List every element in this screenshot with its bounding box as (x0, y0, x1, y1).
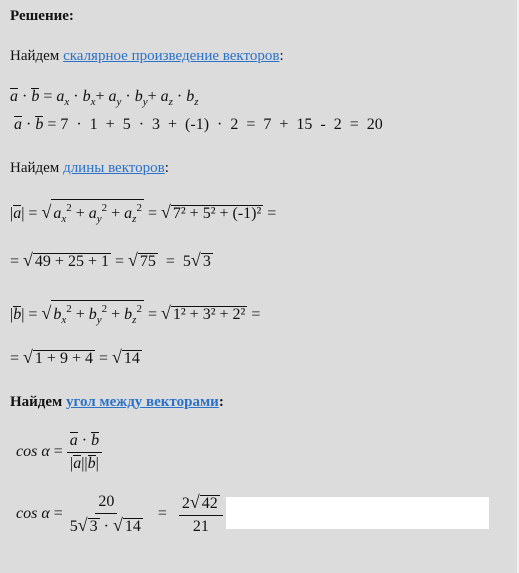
cos-numeric-fraction: $\frac{20}{5√ 3 \cdot √ 14}$ (69, 493, 141, 535)
solution-heading: Решение: (10, 8, 74, 24)
length-b-formula: |b| = √ $b_x^2 + b_y^2 + b_z^2$ = √ 1² + 3² + 2² = (10, 300, 260, 328)
cos-fraction: $\frac{a \cdot b}{|a||b|}$ (67, 432, 102, 473)
dot-product-numeric: a · b = 7 · 1 + 5 · 3 + (-1) · 2 = 7 + 15 - 2 = 20 (14, 116, 383, 133)
step3-suffix: : (218, 394, 224, 410)
length-a-result: = √ 49 + 25 + 1 = √ 75 = 5√ 3 (10, 250, 211, 270)
length-b-root: 14 (123, 350, 140, 367)
length-a-expansion: 7² + 5² + (-1)² (172, 205, 262, 222)
step1-line (10, 48, 284, 65)
step2-line (10, 160, 169, 177)
step2-prefix: Найдем (10, 160, 64, 176)
den-root1: 3 (89, 518, 98, 535)
result-denominator: 21 (192, 518, 209, 535)
length-b-expansion: 1² + 3² + 2² (172, 306, 246, 323)
angle-link[interactable]: угол между векторами (66, 394, 219, 410)
length-b-numbers: 1 + 9 + 4 (34, 350, 93, 367)
cos-label-2: cos α (16, 505, 50, 523)
dot-product-link[interactable]: скалярное произведение векторов (63, 48, 280, 64)
cos-result: cos α = $\frac{20}{5√ 3 \cdot √ 14}$ = $\frac{2√ 42}{21}$ (16, 493, 223, 536)
vector-length-link[interactable]: длины векторов (63, 160, 165, 176)
step1-prefix: Найдем (10, 48, 64, 64)
step2-suffix: : (164, 160, 169, 176)
dot-product-values: = 7 · 1 + 5 · 3 + (-1) · 2 = 7 + 15 - 2 = 20 (47, 116, 383, 133)
cos-numerator: 20 (95, 493, 117, 514)
length-a-formula: |a| = √ $a_x^2 + a_y^2 + a_z^2$ = √ 7² + 5² + (-1)² = (10, 199, 276, 227)
step3-line (10, 394, 224, 411)
cos-formula: cos α = $\frac{a \cdot b}{|a||b|}$ (16, 432, 102, 473)
length-a-result-root: 3 (202, 253, 211, 270)
result-root: 42 (201, 495, 218, 512)
result-coef: 2 (181, 495, 190, 512)
dot-product-formula: $a \cdot b = a_x \cdot b_x+ a_y \cdot b_y+ a_z \cdot b_z$ (10, 88, 199, 108)
length-a-coef: 5 (182, 253, 191, 270)
length-b-result: = √ 1 + 9 + 4 = √ 14 (10, 347, 140, 367)
den-coef: 5 (69, 518, 78, 535)
den-root2: 14 (124, 518, 141, 535)
blank-box (226, 497, 489, 529)
cos-label: cos α (16, 443, 50, 461)
length-a-numbers: 49 + 25 + 1 (34, 253, 109, 270)
length-a-root: 75 (139, 253, 156, 270)
cos-simplified-fraction: $\frac{2√ 42}{21}$ (179, 493, 223, 536)
step1-suffix: : (279, 48, 284, 64)
step3-prefix: Найдем (10, 394, 67, 410)
